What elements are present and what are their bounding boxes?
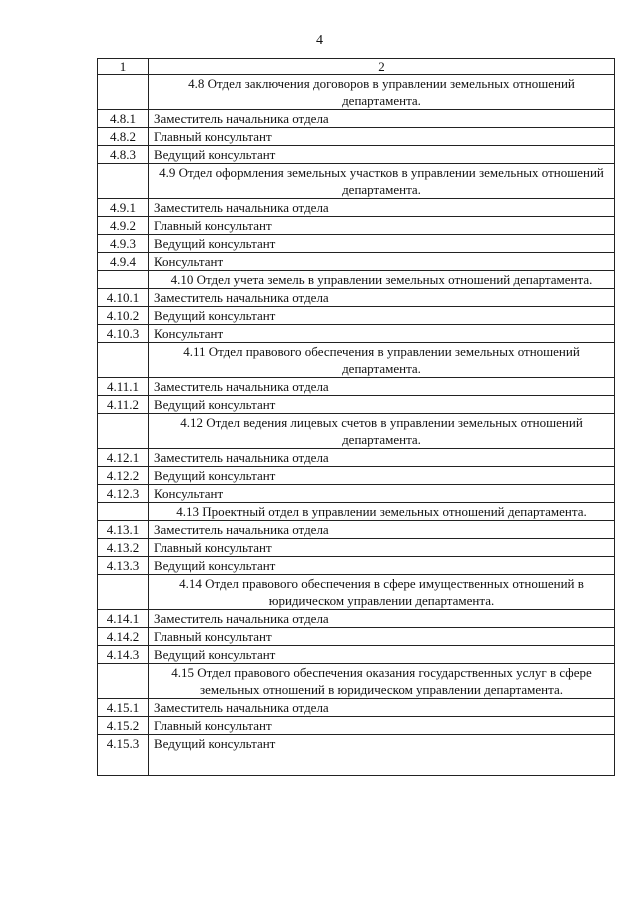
section-title: 4.9 Отдел оформления земельных участков в управлении земельных отношений департамента. bbox=[149, 164, 615, 199]
section-title: 4.11 Отдел правового обеспечения в управлении земельных отношений департамента. bbox=[149, 343, 615, 378]
table-row bbox=[98, 199, 615, 217]
section-number-cell bbox=[98, 75, 149, 110]
position-title: Заместитель начальника отдела bbox=[149, 289, 615, 307]
position-title: Главный консультант bbox=[149, 217, 615, 235]
position-title: Заместитель начальника отдела bbox=[149, 521, 615, 539]
section-number-cell bbox=[98, 343, 149, 378]
table-row bbox=[98, 485, 615, 503]
section-row bbox=[98, 75, 615, 110]
section-number-cell bbox=[98, 414, 149, 449]
table-row bbox=[98, 253, 615, 271]
position-title: Заместитель начальника отдела bbox=[149, 110, 615, 128]
position-number: 4.15.2 bbox=[98, 717, 149, 735]
table-row bbox=[98, 717, 615, 735]
position-number: 4.8.1 bbox=[98, 110, 149, 128]
position-number: 4.10.1 bbox=[98, 289, 149, 307]
table-row bbox=[98, 521, 615, 539]
position-title: Заместитель начальника отдела bbox=[149, 699, 615, 717]
position-title: Заместитель начальника отдела bbox=[149, 199, 615, 217]
position-title: Заместитель начальника отдела bbox=[149, 449, 615, 467]
table-row bbox=[98, 325, 615, 343]
position-title: Консультант bbox=[149, 485, 615, 503]
position-number: 4.12.2 bbox=[98, 467, 149, 485]
position-number: 4.11.2 bbox=[98, 396, 149, 414]
position-number: 4.10.2 bbox=[98, 307, 149, 325]
section-number-cell bbox=[98, 164, 149, 199]
table-row bbox=[98, 378, 615, 396]
table-row bbox=[98, 217, 615, 235]
section-row bbox=[98, 164, 615, 199]
position-number: 4.12.3 bbox=[98, 485, 149, 503]
position-title: Ведущий консультант bbox=[149, 396, 615, 414]
table-row bbox=[98, 628, 615, 646]
section-title: 4.13 Проектный отдел в управлении земельных отношений департамента. bbox=[149, 503, 615, 521]
table-row bbox=[98, 235, 615, 253]
position-number: 4.15.3 bbox=[98, 735, 149, 776]
position-number: 4.8.3 bbox=[98, 146, 149, 164]
position-title: Заместитель начальника отдела bbox=[149, 378, 615, 396]
table-row bbox=[98, 449, 615, 467]
table-row bbox=[98, 557, 615, 575]
position-title: Консультант bbox=[149, 253, 615, 271]
position-number: 4.11.1 bbox=[98, 378, 149, 396]
table-row bbox=[98, 307, 615, 325]
section-row bbox=[98, 271, 615, 289]
position-title: Заместитель начальника отдела bbox=[149, 610, 615, 628]
table-row bbox=[98, 467, 615, 485]
table-row bbox=[98, 610, 615, 628]
position-number: 4.15.1 bbox=[98, 699, 149, 717]
section-row bbox=[98, 343, 615, 378]
section-title: 4.14 Отдел правового обеспечения в сфере имущественных отношений в юридическом управлении департамента. bbox=[149, 575, 615, 610]
table-header-row bbox=[98, 59, 615, 75]
position-number: 4.14.1 bbox=[98, 610, 149, 628]
position-number: 4.13.2 bbox=[98, 539, 149, 557]
position-title: Главный консультант bbox=[149, 128, 615, 146]
position-title: Ведущий консультант bbox=[149, 307, 615, 325]
position-title: Ведущий консультант bbox=[149, 235, 615, 253]
section-row bbox=[98, 414, 615, 449]
position-title: Главный консультант bbox=[149, 717, 615, 735]
position-title: Ведущий консультант bbox=[149, 146, 615, 164]
table-row bbox=[98, 289, 615, 307]
table-row bbox=[98, 646, 615, 664]
section-row bbox=[98, 575, 615, 610]
position-number: 4.13.3 bbox=[98, 557, 149, 575]
position-number: 4.9.3 bbox=[98, 235, 149, 253]
table-row bbox=[98, 396, 615, 414]
section-row bbox=[98, 503, 615, 521]
section-title: 4.12 Отдел ведения лицевых счетов в управлении земельных отношений департамента. bbox=[149, 414, 615, 449]
section-title: 4.10 Отдел учета земель в управлении земельных отношений департамента. bbox=[149, 271, 615, 289]
section-number-cell bbox=[98, 271, 149, 289]
section-row bbox=[98, 664, 615, 699]
position-title: Главный консультант bbox=[149, 628, 615, 646]
section-number-cell bbox=[98, 664, 149, 699]
position-title: Консультант bbox=[149, 325, 615, 343]
position-title: Ведущий консультант bbox=[149, 735, 615, 776]
table-row bbox=[98, 735, 615, 776]
section-title: 4.8 Отдел заключения договоров в управлении земельных отношений департамента. bbox=[149, 75, 615, 110]
positions-table bbox=[97, 58, 615, 776]
table-row bbox=[98, 110, 615, 128]
position-number: 4.10.3 bbox=[98, 325, 149, 343]
positions-table-body bbox=[98, 59, 615, 776]
section-title: 4.15 Отдел правового обеспечения оказания государственных услуг в сфере земельных отношений в юридическом управлении департамента. bbox=[149, 664, 615, 699]
position-number: 4.9.4 bbox=[98, 253, 149, 271]
position-number: 4.12.1 bbox=[98, 449, 149, 467]
header-col-1: 1 bbox=[98, 59, 149, 75]
table-row bbox=[98, 539, 615, 557]
table-row bbox=[98, 699, 615, 717]
position-title: Ведущий консультант bbox=[149, 467, 615, 485]
position-number: 4.14.3 bbox=[98, 646, 149, 664]
position-number: 4.13.1 bbox=[98, 521, 149, 539]
position-title: Ведущий консультант bbox=[149, 557, 615, 575]
table-row bbox=[98, 128, 615, 146]
table-row bbox=[98, 146, 615, 164]
position-number: 4.14.2 bbox=[98, 628, 149, 646]
section-number-cell bbox=[98, 503, 149, 521]
position-number: 4.9.2 bbox=[98, 217, 149, 235]
position-number: 4.9.1 bbox=[98, 199, 149, 217]
section-number-cell bbox=[98, 575, 149, 610]
header-col-2: 2 bbox=[149, 59, 615, 75]
position-title: Ведущий консультант bbox=[149, 646, 615, 664]
position-number: 4.8.2 bbox=[98, 128, 149, 146]
position-title: Главный консультант bbox=[149, 539, 615, 557]
page-number: 4 bbox=[316, 33, 323, 48]
